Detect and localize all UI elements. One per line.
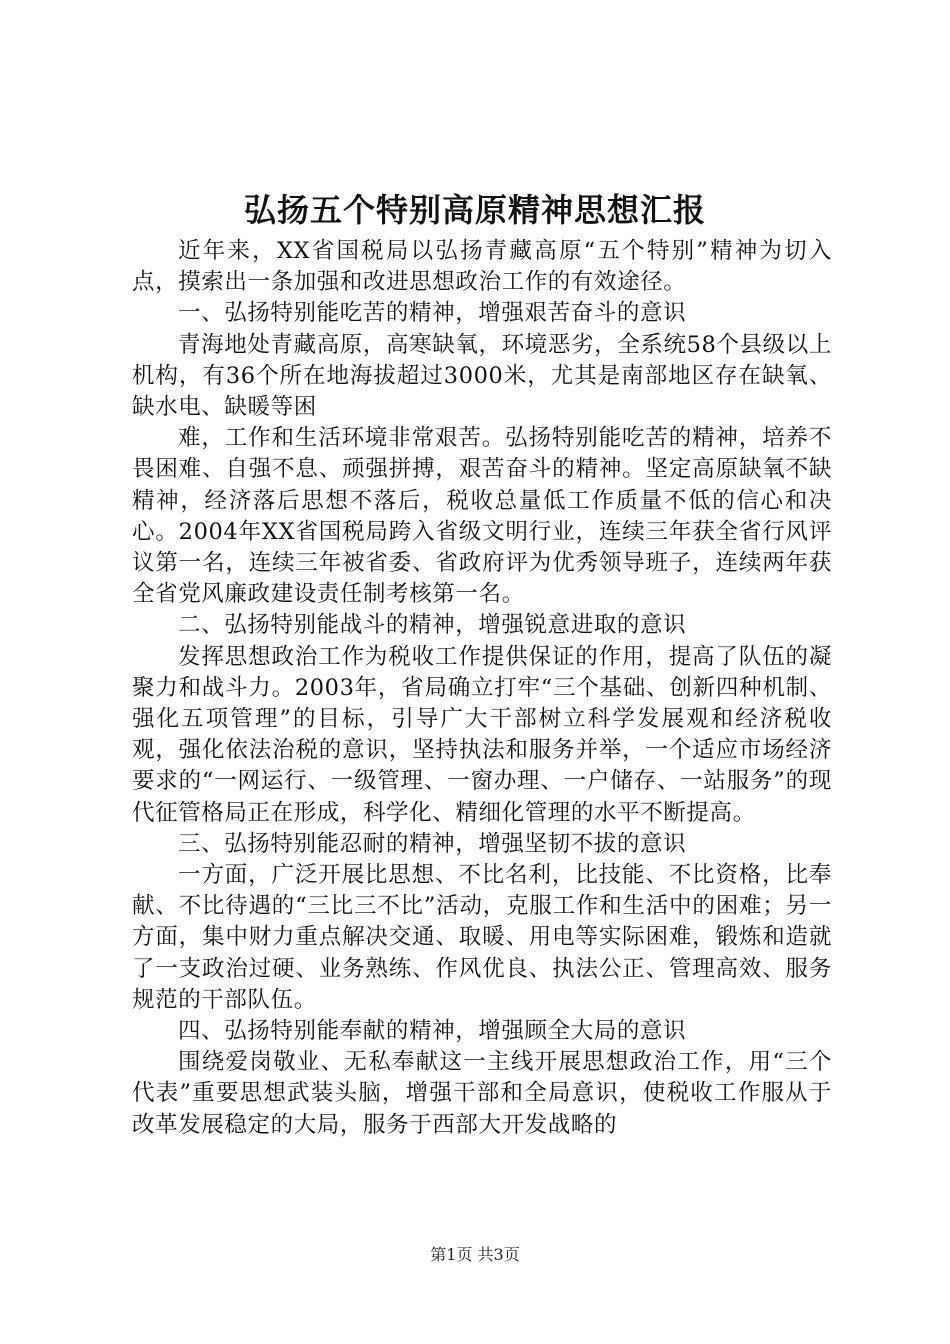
body-paragraph: 难，工作和生活环境非常艰苦。弘扬特别能吃苦的精神，培养不畏困难、自强不息、顽强拼搏，艰苦奋斗的精神。坚定高原缺氧不缺精神，经济落后思想不落后，税收总量低工作质量不低的信心和决心。2004年XX省国税局跨入省级文明行业，连续三年获全省行风评议第一名，连续三年被省委、省政府评为优秀领导班子，连续两年获全省党风廉政建设责任制考核第一名。 — [132, 425, 832, 608]
section-heading-3: 三、弘扬特别能忍耐的精神，增强坚韧不拔的意识 — [178, 830, 687, 857]
body-paragraph: 青海地处青藏高原，高寒缺氧，环境恶劣，全系统58个县级以上机构，有36个所在地海拔超过3000米，尤其是南部地区存在缺氧、缺水电、缺暖等困 — [132, 331, 832, 421]
document-body — [132, 236, 832, 1141]
body-paragraph: 一方面，广泛开展比思想、不比名利，比技能、不比资格，比奉献、不比待遇的“三比三不比”活动，克服工作和生活中的困难；另一方面，集中财力重点解决交通、取暖、用电等实际困难，锻炼和造就了一支政治过硬、业务熟练、作风优良、执法公正、管理高效、服务规范的干部队伍。 — [132, 862, 832, 1013]
section-heading-1: 一、弘扬特别能吃苦的精神，增强艰苦奋斗的意识 — [178, 300, 687, 327]
section-heading-2: 二、弘扬特别能战斗的精神，增强锐意进取的意识 — [178, 612, 687, 639]
body-paragraph: 发挥思想政治工作为税收工作提供保证的作用，提高了队伍的凝聚力和战斗力。2003年，省局确立打牢“三个基础、创新四种机制、强化五项管理”的目标，引导广大干部树立科学发展观和经济税收观，强化依法治税的意识，坚持执法和服务并举，一个适应市场经济要求的“一网运行、一级管理、一窗办理、一户储存、一站服务”的现代征管格局正在形成，科学化、精细化管理的水平不断提高。 — [132, 643, 832, 826]
section-heading-4: 四、弘扬特别能奉献的精神，增强顾全大局的意识 — [178, 1018, 687, 1045]
intro-paragraph: 近年来，XX省国税局以弘扬青藏高原“五个特别”精神为切入点，摸索出一条加强和改进思想政治工作的有效途径。 — [132, 238, 832, 296]
page-footer: 第1页 共3页 — [430, 1245, 520, 1264]
document-title: 弘扬五个特别高原精神思想汇报 — [243, 191, 706, 229]
body-paragraph: 围绕爱岗敬业、无私奉献这一主线开展思想政治工作，用“三个代表”重要思想武装头脑，增强干部和全局意识，使税收工作服从于改革发展稳定的大局，服务于西部大开发战略的 — [132, 1049, 832, 1138]
